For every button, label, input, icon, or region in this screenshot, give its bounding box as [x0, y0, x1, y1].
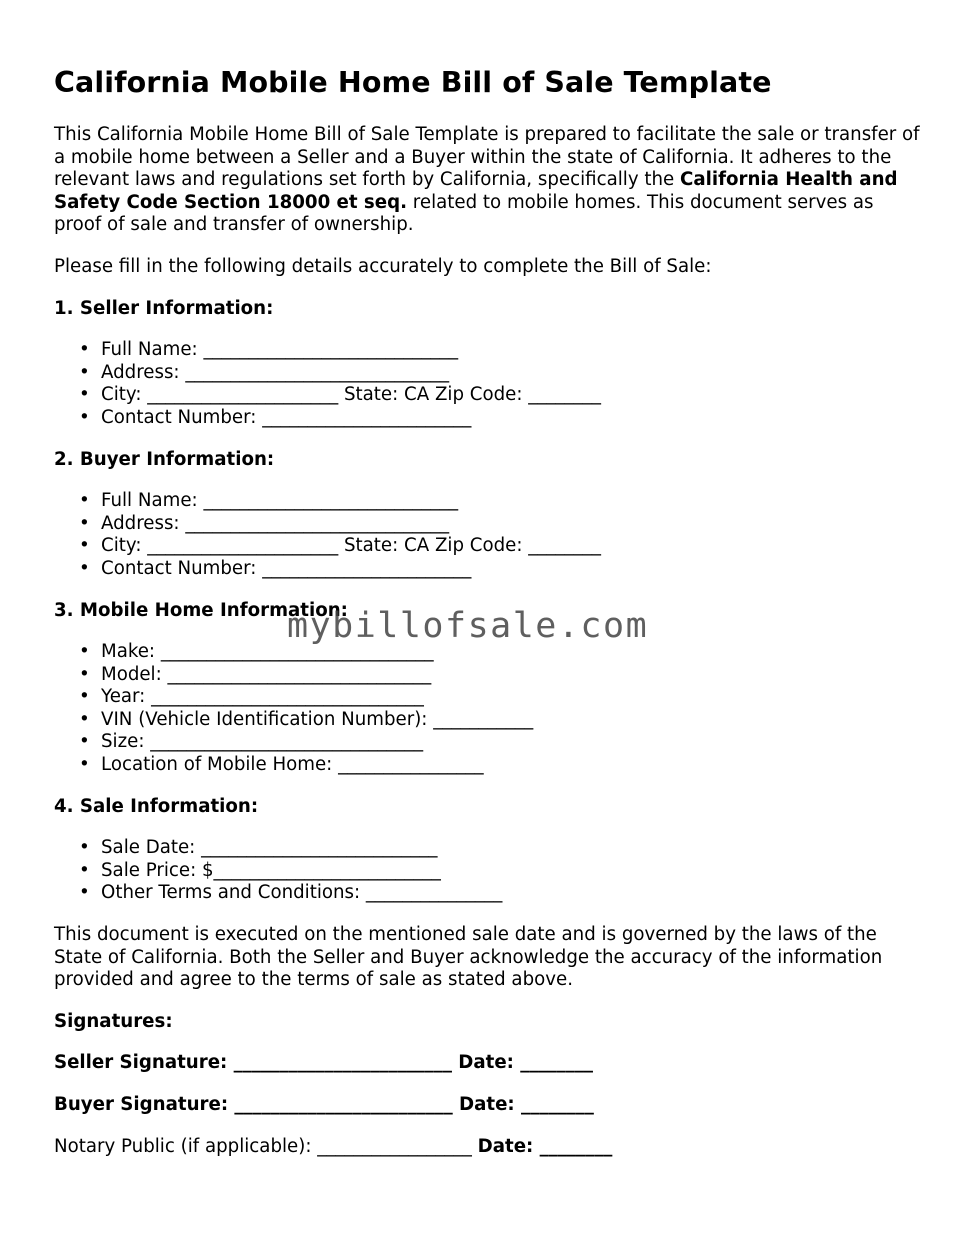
intro-text-1: This California Mobile Home Bill of Sale Template is prepared to facilitate the sale or transfer of a mobile home between a Seller and a Buyer within the state of California. It adheres to the relevant laws and regulations set forth by California, specifically the: [54, 124, 920, 191]
list-item[interactable]: • Address: _____________________________: [79, 361, 450, 383]
seller-list: [54, 339, 924, 429]
buyer-signature-line[interactable]: Buyer Signature: ________________________ Date: ________: [54, 1094, 594, 1115]
watermark: mybillofsale.com: [287, 606, 649, 646]
bullet-icon: •: [79, 490, 90, 512]
intro-text-2: related to mobile homes. This document serves as proof of sale and transfer of ownership.: [54, 191, 874, 236]
list-item[interactable]: • Location of Mobile Home: ________________: [79, 754, 484, 776]
notary-signature-line[interactable]: Notary Public (if applicable): _________________ Date: ________: [54, 1135, 613, 1157]
list-item[interactable]: • Sale Date: __________________________: [79, 837, 438, 859]
bullet-icon: •: [79, 754, 90, 776]
list-item[interactable]: • Make: ______________________________: [79, 641, 434, 663]
bullet-icon: •: [79, 535, 90, 557]
bullet-icon: •: [79, 837, 90, 859]
list-item[interactable]: • Model: _____________________________: [79, 663, 432, 685]
bullet-icon: •: [79, 663, 90, 685]
list-item[interactable]: • Contact Number: _______________________: [79, 406, 472, 428]
home-list: [54, 641, 924, 777]
list-item[interactable]: • Sale Price: $_________________________: [79, 859, 441, 881]
list-item[interactable]: • Year: ______________________________: [79, 686, 424, 708]
list-item[interactable]: • Other Terms and Conditions: _______________: [79, 882, 503, 904]
list-item[interactable]: • Full Name: ____________________________: [79, 490, 459, 512]
page-title: California Mobile Home Bill of Sale Template: [54, 66, 772, 99]
list-item[interactable]: • Size: ______________________________: [79, 731, 424, 753]
bullet-icon: •: [79, 686, 90, 708]
bullet-icon: •: [79, 708, 90, 730]
buyer-list: [54, 490, 924, 580]
list-item[interactable]: • Full Name: ____________________________: [79, 339, 459, 361]
bullet-icon: •: [79, 339, 90, 361]
home-section-title: 3. Mobile Home Information:: [54, 599, 348, 621]
bullet-icon: •: [79, 361, 90, 383]
signatures-title: Signatures:: [54, 1010, 173, 1032]
intro-paragraph: [54, 124, 924, 237]
bullet-icon: •: [79, 731, 90, 753]
buyer-section-title: 2. Buyer Information:: [54, 448, 275, 470]
list-item[interactable]: • VIN (Vehicle Identification Number): ___________: [79, 708, 534, 730]
document-page: [54, 64, 924, 1177]
list-item[interactable]: • Contact Number: _______________________: [79, 557, 472, 579]
list-item[interactable]: • City: _____________________ State: CA Zip Code: ________: [79, 535, 602, 557]
bullet-icon: •: [79, 406, 90, 428]
bullet-icon: •: [79, 882, 90, 904]
bullet-icon: •: [79, 384, 90, 406]
seller-signature-line[interactable]: Seller Signature: ________________________ Date: ________: [54, 1052, 594, 1074]
bullet-icon: •: [79, 641, 90, 663]
bullet-icon: •: [79, 512, 90, 534]
list-item[interactable]: • City: _____________________ State: CA Zip Code: ________: [79, 384, 602, 406]
seller-section-title: 1. Seller Information:: [54, 297, 274, 319]
bullet-icon: •: [79, 557, 90, 579]
closing-paragraph: This document is executed on the mentioned sale date and is governed by the laws of the State of California. Both the Seller and Buyer acknowledge the accuracy of the information provided and agree to the terms of sale as stated above.: [54, 924, 883, 991]
bullet-icon: •: [79, 859, 90, 881]
sale-list: [54, 837, 924, 905]
list-item[interactable]: • Address: _____________________________: [79, 512, 450, 534]
instruction-paragraph: Please fill in the following details accurately to complete the Bill of Sale:: [54, 255, 712, 277]
sale-section-title: 4. Sale Information:: [54, 795, 259, 817]
law-reference: California Health and Safety Code Section 18000 et seq.: [54, 169, 898, 213]
